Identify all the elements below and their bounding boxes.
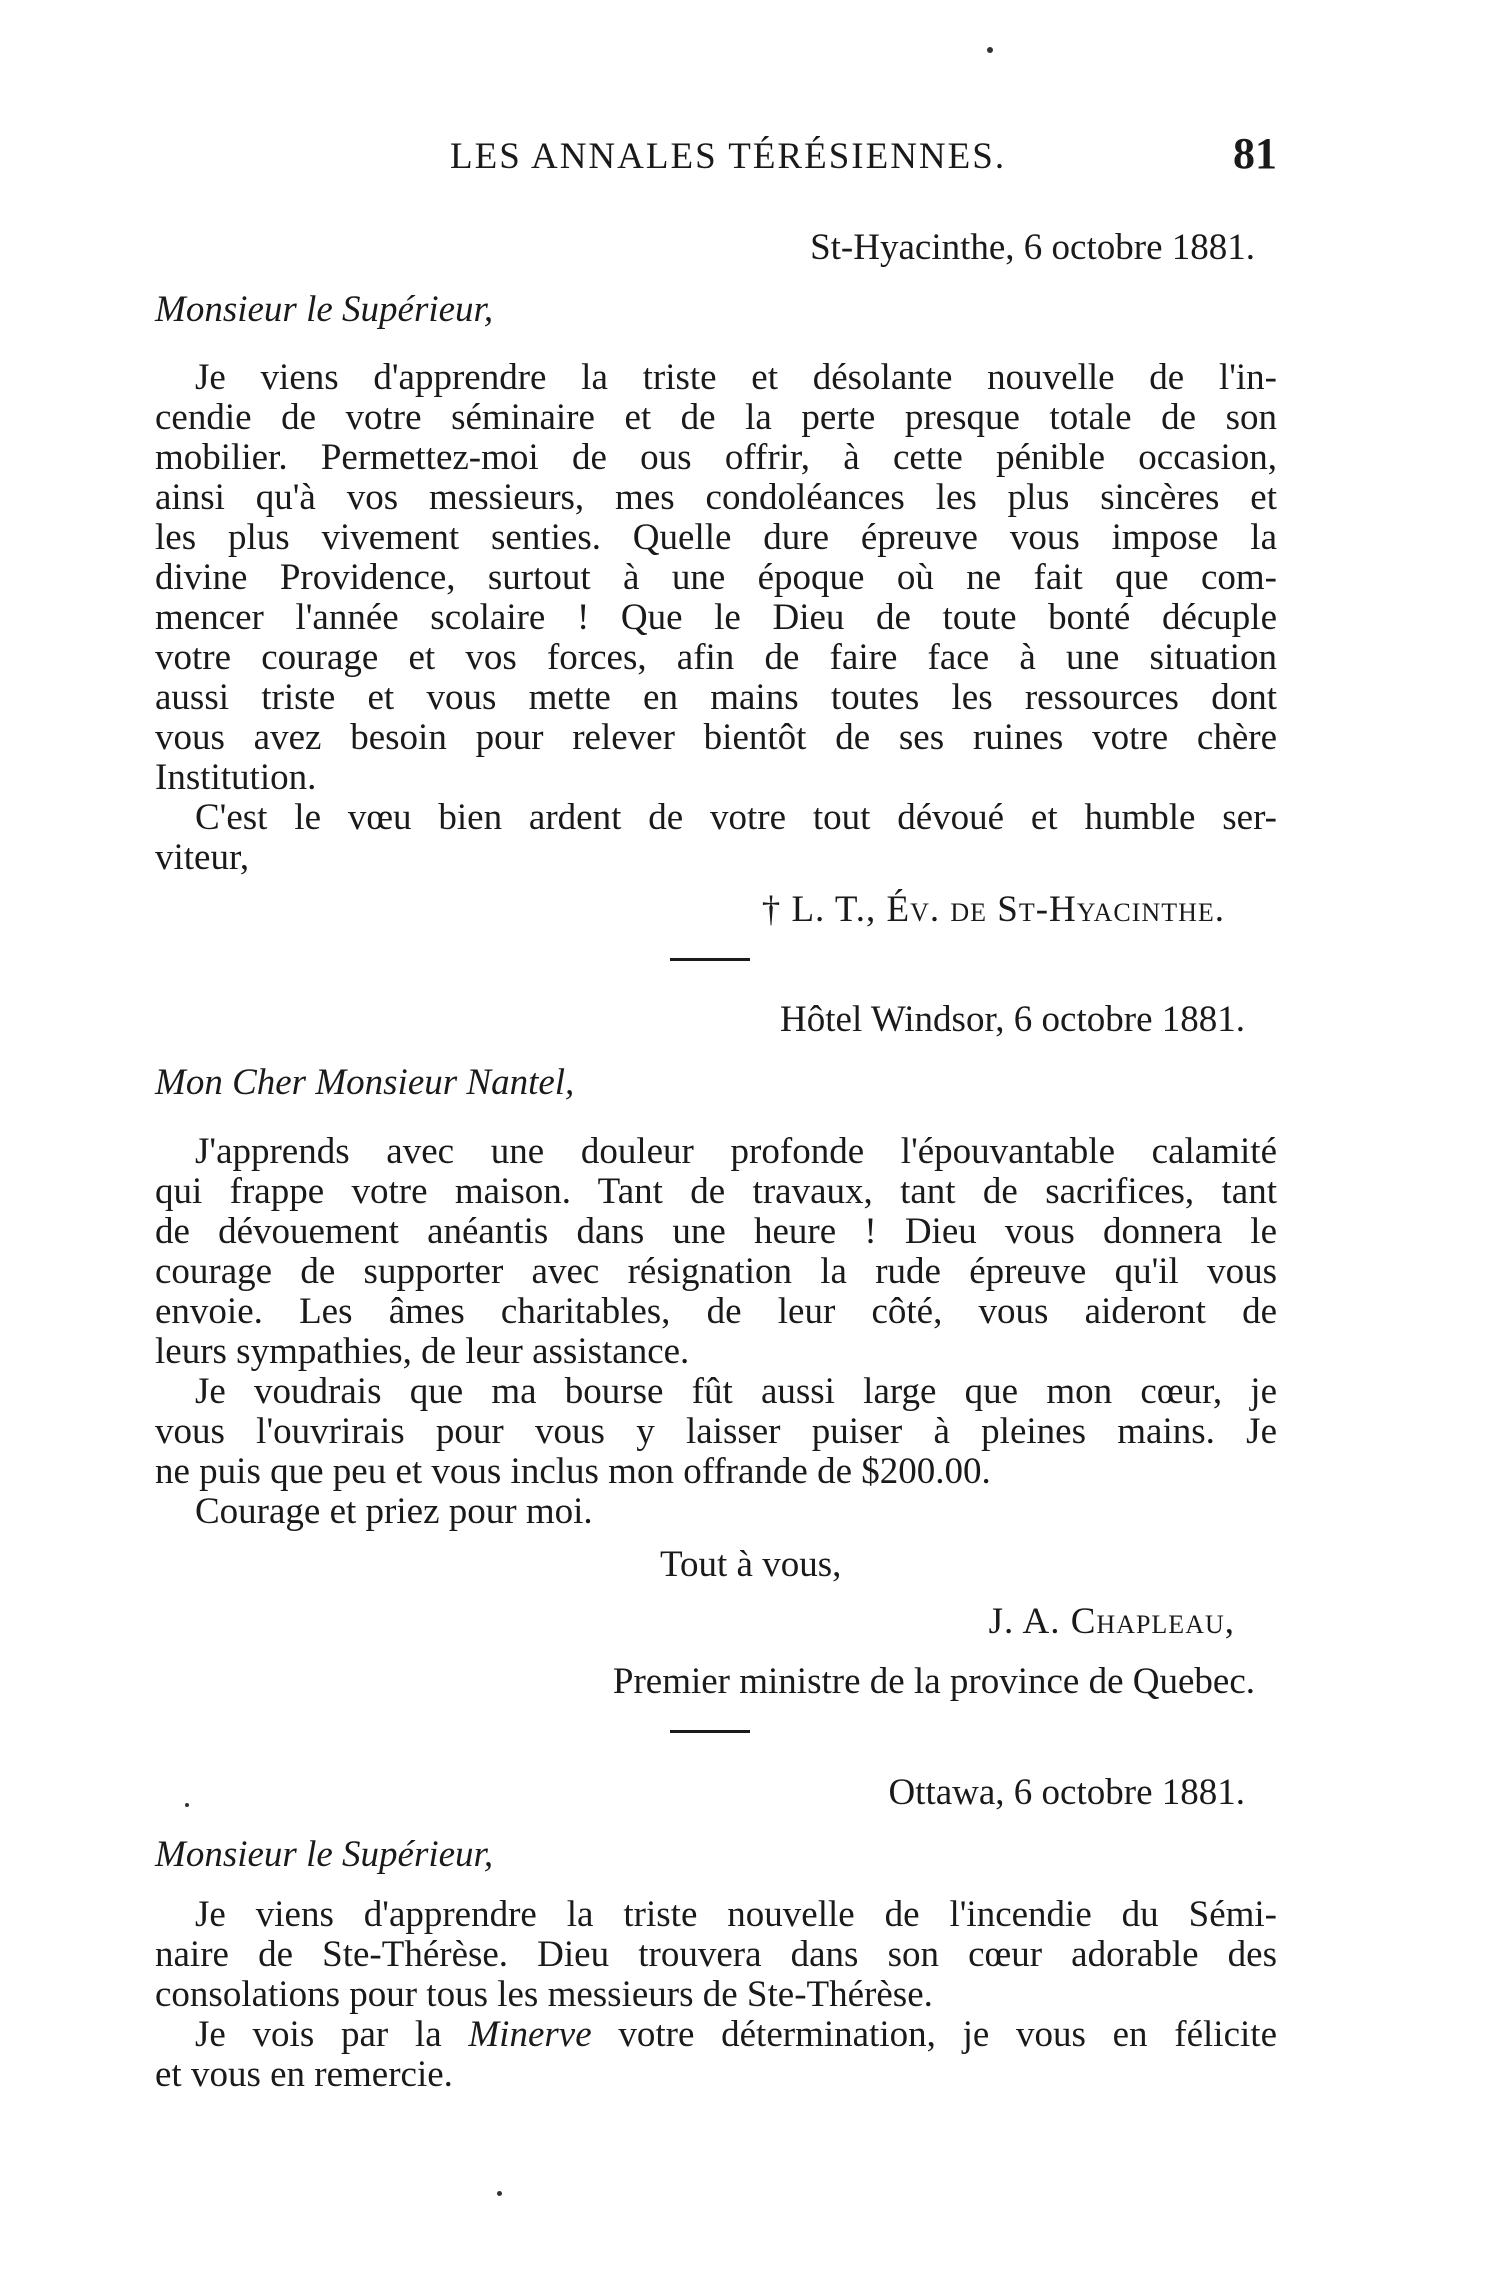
letter1-line: Je viens d'apprendre la triste et désolante nouvelle de l'in- — [195, 357, 1277, 398]
letter2-signature: J. A. Chapleau, — [988, 1601, 1235, 1642]
page-number: 81 — [1233, 129, 1277, 178]
letter2-line: Je voudrais que ma bourse fût aussi large que mon cœur, je — [195, 1371, 1277, 1412]
letter1-place-date: St-Hyacinthe, 6 octobre 1881. — [810, 227, 1255, 268]
letter3-line: naire de Ste-Thérèse. Dieu trouvera dans son cœur adorable des — [155, 1934, 1277, 1975]
letter3-line — [155, 2015, 1277, 2055]
letter1-line: cendie de votre séminaire et de la perte presque totale de son — [155, 397, 1277, 438]
scan-speck — [497, 2191, 502, 2196]
letter3-line: consolations pour tous les messieurs de Ste-Thérèse. — [155, 1974, 933, 2015]
letter1-line: aussi triste et vous mette en mains toutes les ressources dont — [155, 677, 1277, 718]
letter2-line: ne puis que peu et vous inclus mon offrande de $200.00. — [155, 1451, 991, 1492]
letter2-place-date: Hôtel Windsor, 6 octobre 1881. — [780, 999, 1245, 1040]
letter3-salutation: Monsieur le Supérieur, — [155, 1834, 494, 1875]
letter1-line: votre courage et vos forces, afin de faire face à une situation — [155, 637, 1277, 678]
letter2-title: Premier ministre de la province de Quebec. — [612, 1661, 1255, 1702]
letter3-line: Je viens d'apprendre la triste nouvelle de l'incendie du Sémi- — [195, 1894, 1277, 1935]
letter1-closing-line: viteur, — [155, 837, 250, 878]
section-divider — [670, 1730, 750, 1733]
letter1-line: vous avez besoin pour relever bientôt de ses ruines votre chère — [155, 717, 1277, 758]
letter1-line: les plus vivement senties. Quelle dure épreuve vous impose la — [155, 517, 1277, 558]
scan-speck — [185, 1803, 189, 1807]
letter1-line: ainsi qu'à vos messieurs, mes condoléances les plus sincères et — [155, 477, 1277, 518]
letter1-line: Institution. — [155, 757, 317, 798]
letter1-line: divine Providence, surtout à une époque où ne fait que com- — [155, 557, 1277, 598]
letter2-salutation: Mon Cher Monsieur Nantel, — [155, 1062, 575, 1103]
letter2-line: courage de supporter avec résignation la rude épreuve qu'il vous — [155, 1251, 1277, 1292]
letter1-line: mobilier. Permettez-moi de ous offrir, à cette pénible occasion, — [155, 437, 1277, 478]
letter1-closing-line: C'est le vœu bien ardent de votre tout dévoué et humble ser- — [195, 797, 1277, 838]
letter2-line: de dévouement anéantis dans une heure ! Dieu vous donnera le — [155, 1211, 1277, 1252]
letter2-line: qui frappe votre maison. Tant de travaux, tant de sacrifices, tant — [155, 1171, 1277, 1212]
section-divider — [670, 958, 750, 961]
letter2-line: J'apprends avec une douleur profonde l'épouvantable calamité — [195, 1131, 1277, 1172]
running-title: LES ANNALES TÉRÉSIENNES. — [450, 136, 1007, 177]
letter1-line: mencer l'année scolaire ! Que le Dieu de toute bonté décuple — [155, 597, 1277, 638]
letter1-signature: † L. T., Év. de St-Hyacinthe. — [761, 889, 1225, 930]
letter2-line: envoie. Les âmes charitables, de leur côté, vous aideront de — [155, 1291, 1277, 1332]
letter2-line: leurs sympathies, de leur assistance. — [155, 1331, 690, 1372]
newspaper-name: Minerve — [468, 2014, 592, 2055]
letter1-salutation: Monsieur le Supérieur, — [155, 289, 494, 330]
letter2-closing: Courage et priez pour moi. — [195, 1491, 593, 1532]
letter3-place-date: Ottawa, 6 octobre 1881. — [888, 1772, 1245, 1813]
letter3-line: et vous en remercie. — [155, 2054, 453, 2095]
scan-speck — [987, 47, 993, 53]
letter2-line: vous l'ouvrirais pour vous y laisser puiser à pleines mains. Je — [155, 1411, 1277, 1452]
letter3-text: votre détermination, je vous en félicite — [591, 2014, 1277, 2055]
letter2-valediction: Tout à vous, — [660, 1544, 842, 1585]
letter3-text: Je vois par la — [195, 2014, 469, 2055]
